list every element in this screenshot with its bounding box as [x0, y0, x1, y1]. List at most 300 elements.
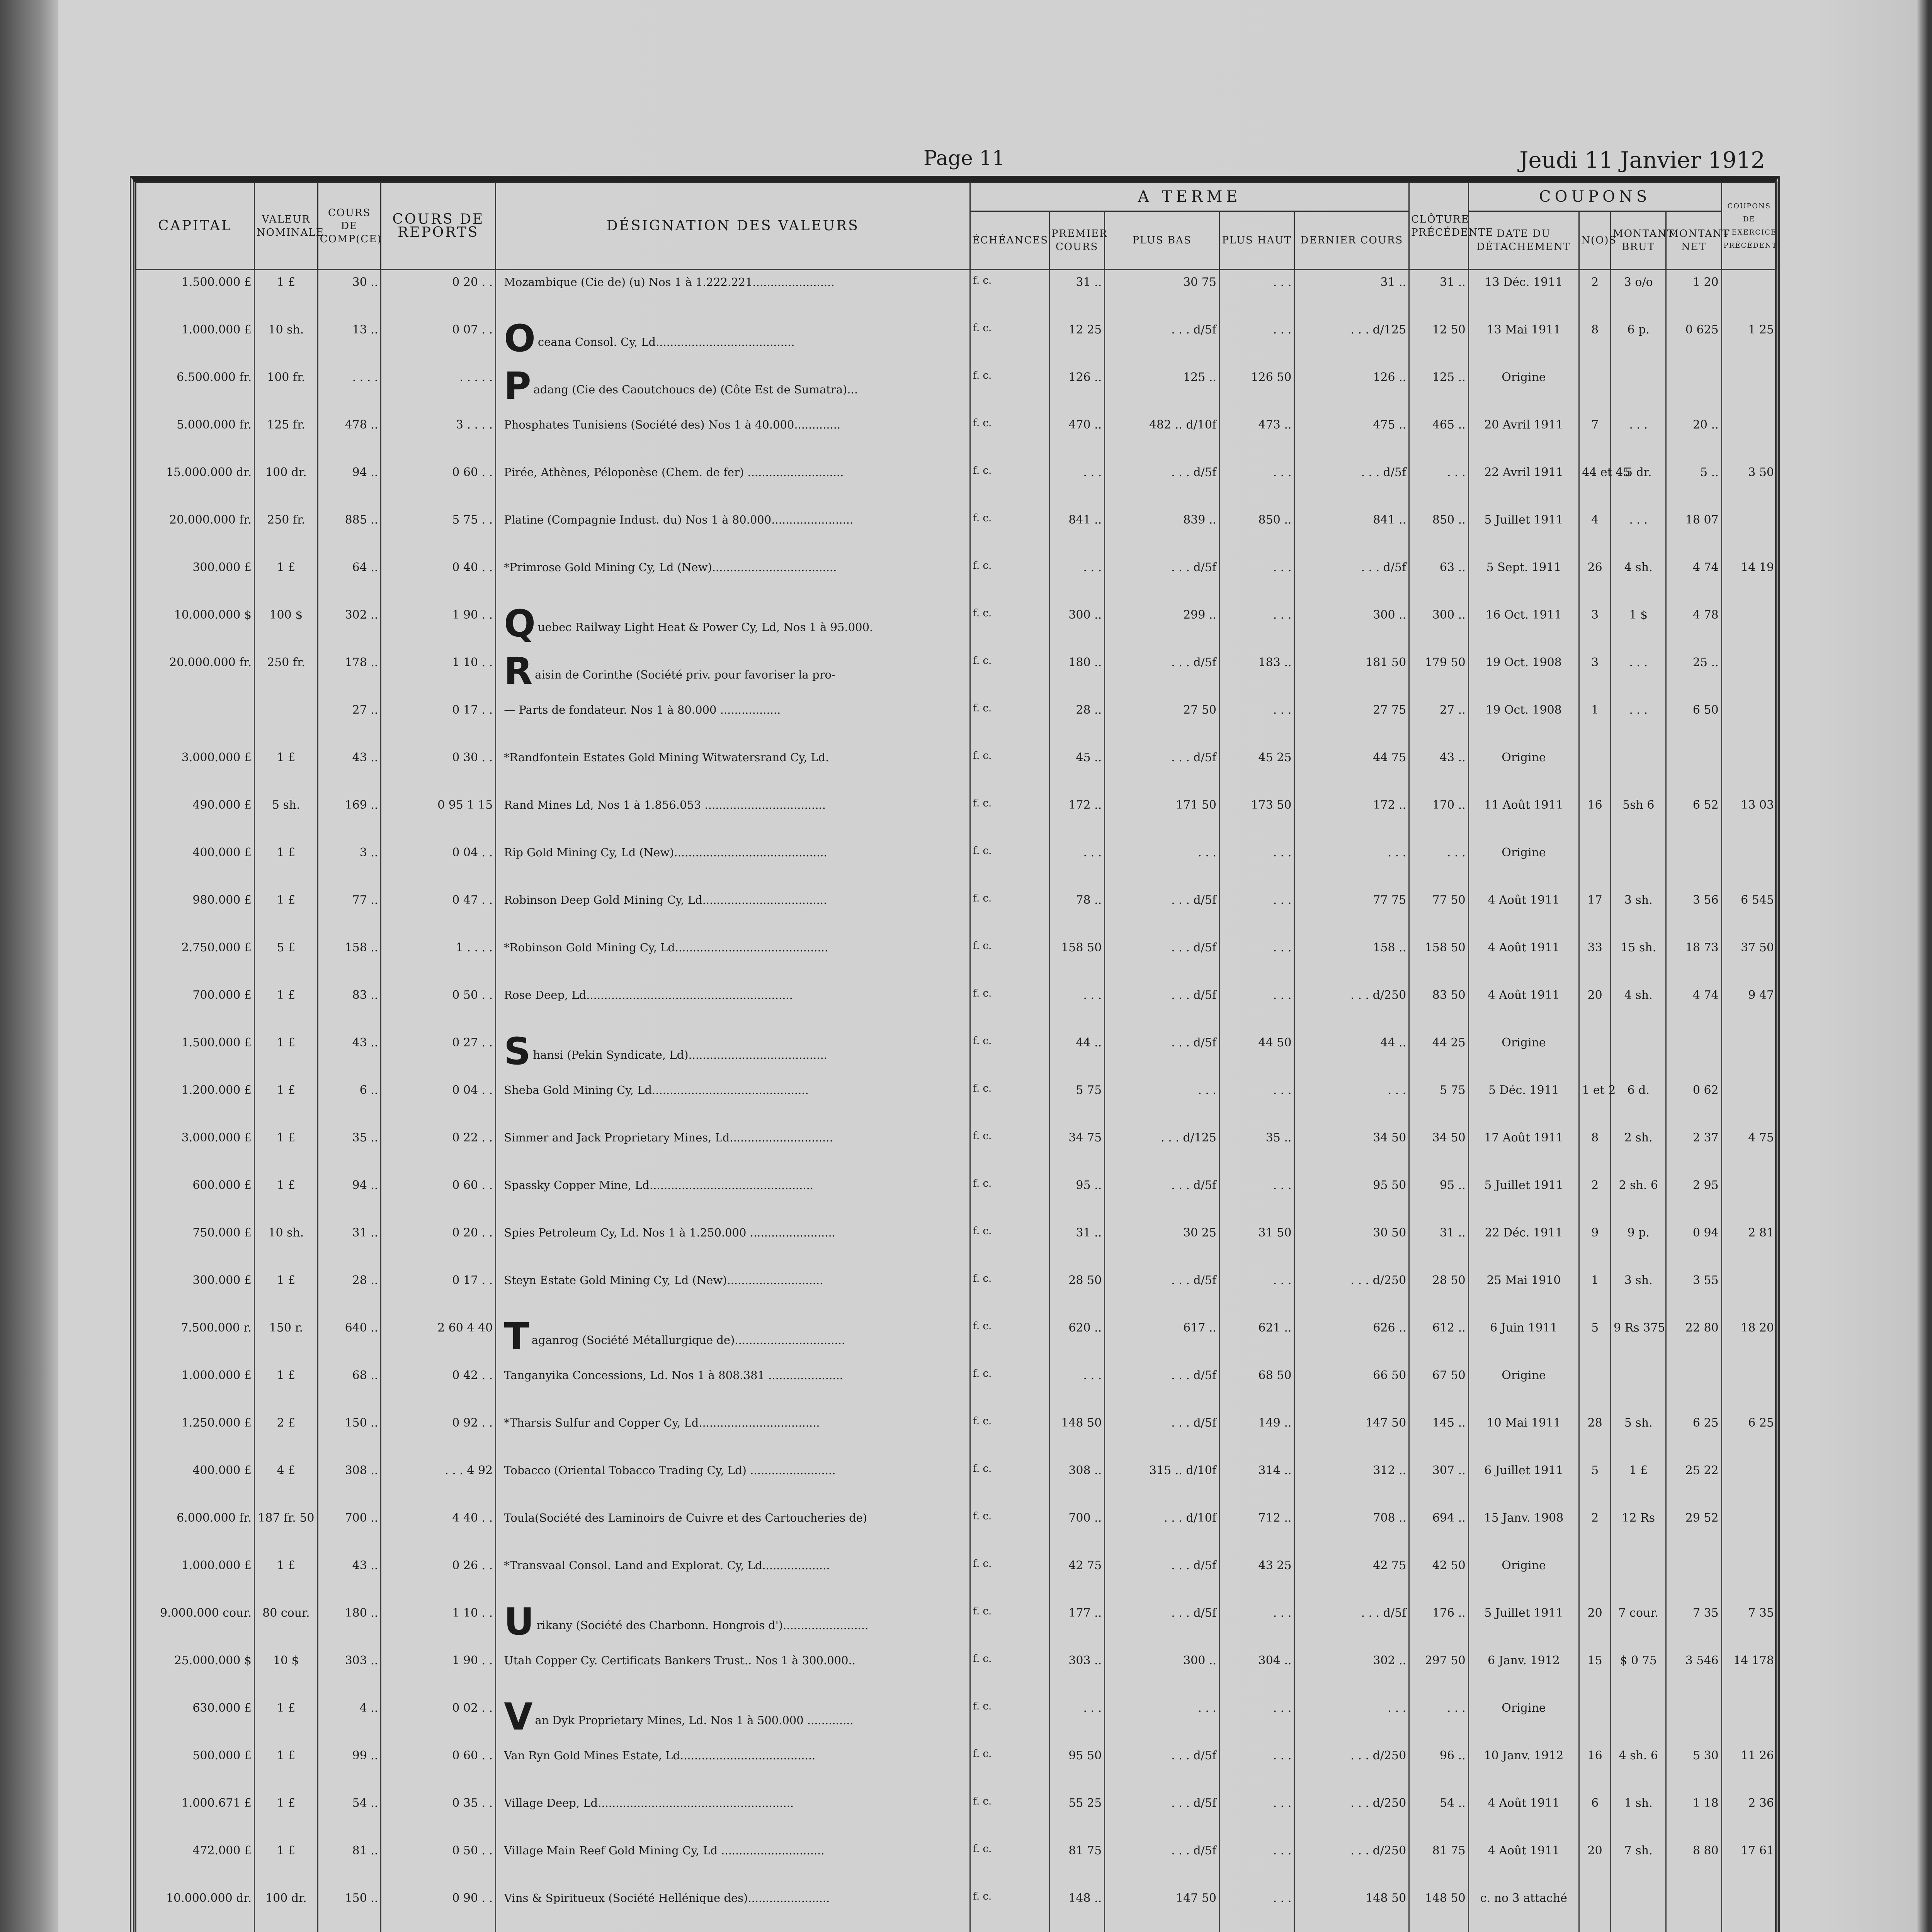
- designation-cell: [496, 1268, 970, 1316]
- capital-text: 400.000 £: [192, 846, 252, 859]
- page-number: Page 11: [923, 147, 1005, 170]
- capital-text: 1.000.000 £: [181, 323, 252, 337]
- plus-haut-text: . . .: [1273, 1606, 1292, 1620]
- dernier-cours-cell: [1294, 935, 1409, 983]
- date-detachement-cell: [1468, 365, 1579, 413]
- premier-cours-cell: [1049, 1601, 1104, 1648]
- cours-comp-cell: [318, 1601, 381, 1648]
- plus-haut-cell: [1219, 1648, 1294, 1696]
- cours-comp-cell: [318, 508, 381, 555]
- valeur-cell: [255, 650, 318, 698]
- cours-comp-text: 169 ..: [345, 798, 378, 812]
- date-detachement-cell: [1468, 413, 1579, 460]
- capital-cell: [136, 1316, 255, 1363]
- cloture-text: 95 ..: [1439, 1179, 1466, 1192]
- valeur-cell: [255, 1078, 318, 1126]
- montant-net-cell: [1666, 1363, 1721, 1411]
- plus-haut-cell: [1219, 1601, 1294, 1648]
- premier-cours-cell: [1049, 1411, 1104, 1458]
- designation-cell: [496, 1316, 970, 1363]
- plus-haut-cell: [1219, 365, 1294, 413]
- valeur-cell: [255, 1886, 318, 1932]
- premier-cours-text: 78 ..: [1076, 893, 1102, 907]
- echeance-cell: [970, 745, 1049, 793]
- premier-cours-text: 470 ..: [1068, 418, 1102, 432]
- valeur-text: 1 £: [277, 846, 296, 859]
- montant-net-cell: [1666, 1458, 1721, 1506]
- premier-cours-text: . . .: [1083, 1701, 1102, 1715]
- cours-reports-text: 0 04 . .: [452, 846, 493, 859]
- coupon-precedent-cell: [1721, 1268, 1777, 1316]
- montant-brut-cell: [1611, 840, 1666, 888]
- capital-cell: [136, 840, 255, 888]
- coupon-precedent-cell: [1721, 983, 1777, 1031]
- plus-haut-cell: [1219, 983, 1294, 1031]
- coupon-precedent-cell: [1721, 460, 1777, 508]
- cours-reports-cell: [381, 270, 496, 318]
- plus-bas-cell: [1105, 745, 1219, 793]
- cours-reports-text: 0 22 . .: [452, 1131, 493, 1145]
- plus-bas-text: . . . d/5f: [1171, 561, 1216, 574]
- montant-brut-text: 5sh 6: [1622, 798, 1655, 812]
- capital-text: 6.500.000 fr.: [177, 371, 252, 384]
- capital-cell: [136, 793, 255, 840]
- capital-cell: [136, 508, 255, 555]
- echeance-text: f. c.: [973, 1653, 992, 1665]
- table-row: [136, 1648, 1777, 1696]
- premier-cours-cell: [1049, 745, 1104, 793]
- valeur-text: 1 £: [277, 1559, 296, 1572]
- plus-bas-text: 617 ..: [1183, 1321, 1216, 1335]
- cours-comp-text: 180 ..: [345, 1606, 378, 1620]
- cloture-text: . . .: [1447, 1701, 1466, 1715]
- initial-letter: O: [504, 317, 536, 360]
- cloture-text: 77 50: [1432, 893, 1466, 907]
- valeur-text: 2 £: [277, 1416, 296, 1430]
- cours-reports-cell: [381, 1173, 496, 1221]
- montant-net-cell: [1666, 460, 1721, 508]
- cours-comp-cell: [318, 1648, 381, 1696]
- capital-text: 600.000 £: [192, 1179, 252, 1192]
- table-row: [136, 1268, 1777, 1316]
- cours-reports-cell: [381, 888, 496, 935]
- designation-text: Robinson Deep Gold Mining Cy, Ld...................................: [504, 893, 827, 906]
- coupon-precedent-cell: [1721, 698, 1777, 745]
- montant-net-cell: [1666, 888, 1721, 935]
- designation-text: *Randfontein Estates Gold Mining Witwatersrand Cy, Ld.: [504, 751, 829, 764]
- col-a-terme: A TERME: [970, 182, 1409, 211]
- premier-cours-cell: [1049, 793, 1104, 840]
- echeance-text: f. c.: [973, 845, 992, 857]
- plus-haut-cell: [1219, 1886, 1294, 1932]
- capital-text: 630.000 £: [192, 1701, 252, 1715]
- cours-reports-text: 0 04 . .: [452, 1083, 493, 1097]
- cours-comp-cell: [318, 745, 381, 793]
- plus-bas-text: . . . d/5f: [1171, 1559, 1216, 1572]
- cours-reports-cell: [381, 1316, 496, 1363]
- plus-haut-cell: [1219, 1411, 1294, 1458]
- premier-cours-cell: [1049, 840, 1104, 888]
- montant-brut-cell: [1611, 983, 1666, 1031]
- premier-cours-cell: [1049, 1458, 1104, 1506]
- plus-haut-cell: [1219, 888, 1294, 935]
- designation-text: Tobacco (Oriental Tobacco Trading Cy, Ld) ........................: [504, 1464, 836, 1477]
- valeur-cell: [255, 1458, 318, 1506]
- echeance-cell: [970, 1268, 1049, 1316]
- valeur-cell: [255, 318, 318, 365]
- capital-text: 7.500.000 r.: [181, 1321, 252, 1335]
- cours-reports-cell: [381, 1506, 496, 1553]
- plus-bas-text: . . . d/10f: [1164, 1511, 1216, 1525]
- cours-comp-text: 99 ..: [352, 1749, 378, 1762]
- echeance-cell: [970, 603, 1049, 650]
- plus-bas-cell: [1105, 1886, 1219, 1932]
- initial-letter: Q: [504, 602, 536, 645]
- coupon-precedent-cell: [1721, 1791, 1777, 1838]
- cours-reports-cell: [381, 1078, 496, 1126]
- cours-comp-cell: [318, 1791, 381, 1838]
- plus-bas-text: . . . d/5f: [1171, 1179, 1216, 1192]
- valeur-text: 1 £: [277, 1796, 296, 1810]
- col-capital: CAPITAL: [136, 182, 255, 270]
- cloture-cell: [1409, 983, 1469, 1031]
- capital-text: 5.000.000 fr.: [177, 418, 252, 432]
- cloture-text: 125 ..: [1432, 371, 1466, 384]
- montant-brut-text: 3 sh.: [1624, 1274, 1653, 1287]
- plus-bas-cell: [1105, 1031, 1219, 1078]
- montant-net-cell: [1666, 318, 1721, 365]
- coupon-num-cell: [1579, 1411, 1611, 1458]
- capital-cell: [136, 1791, 255, 1838]
- date-detachement-text: Origine: [1502, 371, 1546, 384]
- dernier-cours-cell: [1294, 603, 1409, 650]
- premier-cours-cell: [1049, 1316, 1104, 1363]
- cours-comp-cell: [318, 365, 381, 413]
- montant-brut-text: 4 sh. 6: [1619, 1749, 1658, 1762]
- valeur-text: 1 £: [277, 1369, 296, 1382]
- coupon-num-text: 3: [1591, 608, 1599, 622]
- capital-cell: [136, 460, 255, 508]
- cours-comp-text: 6 ..: [359, 1083, 378, 1097]
- valeur-cell: [255, 1173, 318, 1221]
- designation-cell: [496, 1221, 970, 1268]
- montant-brut-cell: [1611, 1648, 1666, 1696]
- coupon-num-cell: [1579, 650, 1611, 698]
- plus-bas-cell: [1105, 1553, 1219, 1601]
- col-coupons-precedent: COUPONS DE L'EXERCICE PRÉCÉDENT: [1721, 182, 1777, 270]
- plus-bas-text: . . . d/5f: [1171, 1036, 1216, 1049]
- montant-brut-cell: [1611, 1506, 1666, 1553]
- premier-cours-cell: [1049, 1838, 1104, 1886]
- montant-net-cell: [1666, 1221, 1721, 1268]
- cloture-cell: [1409, 1601, 1469, 1648]
- premier-cours-text: 158 50: [1061, 941, 1102, 954]
- dernier-cours-text: 148 50: [1366, 1891, 1406, 1905]
- echeance-cell: [970, 650, 1049, 698]
- dernier-cours-text: . . . d/250: [1350, 988, 1406, 1002]
- cours-reports-cell: [381, 1126, 496, 1173]
- dernier-cours-text: 312 ..: [1373, 1464, 1406, 1477]
- capital-text: 10.000.000 $: [174, 608, 252, 622]
- coupon-precedent-cell: [1721, 603, 1777, 650]
- plus-bas-text: . . . d/5f: [1171, 323, 1216, 337]
- date-detachement-cell: [1468, 650, 1579, 698]
- dernier-cours-cell: [1294, 508, 1409, 555]
- capital-cell: [136, 1838, 255, 1886]
- cours-reports-text: 0 47 . .: [452, 893, 493, 907]
- cloture-cell: [1409, 1696, 1469, 1743]
- capital-cell: [136, 1886, 255, 1932]
- dernier-cours-cell: [1294, 460, 1409, 508]
- coupon-num-cell: [1579, 365, 1611, 413]
- table-row: [136, 1411, 1777, 1458]
- premier-cours-cell: [1049, 1553, 1104, 1601]
- valeur-text: 1 £: [277, 1844, 296, 1857]
- dernier-cours-cell: [1294, 1791, 1409, 1838]
- echeance-text: f. c.: [973, 1701, 992, 1712]
- designation-text: *Robinson Gold Mining Cy, Ld...........................................: [504, 941, 828, 954]
- capital-cell: [136, 983, 255, 1031]
- plus-bas-text: 147 50: [1175, 1891, 1216, 1905]
- montant-brut-text: 12 Rs: [1622, 1511, 1655, 1525]
- dernier-cours-cell: [1294, 1886, 1409, 1932]
- echeance-text: f. c.: [973, 1320, 992, 1332]
- premier-cours-text: 300 ..: [1068, 608, 1102, 622]
- echeance-cell: [970, 365, 1049, 413]
- coupon-num-text: 5: [1591, 1321, 1599, 1335]
- col-brut: MONTANT BRUT: [1611, 211, 1666, 270]
- montant-brut-cell: [1611, 1791, 1666, 1838]
- montant-brut-cell: [1611, 1363, 1666, 1411]
- plus-haut-cell: [1219, 840, 1294, 888]
- cloture-text: 54 ..: [1439, 1796, 1466, 1810]
- date-detachement-cell: [1468, 603, 1579, 650]
- valeur-cell: [255, 1601, 318, 1648]
- initial-letter: P: [504, 364, 531, 408]
- premier-cours-text: . . .: [1083, 466, 1102, 479]
- dernier-cours-cell: [1294, 1838, 1409, 1886]
- plus-bas-text: . . . d/5f: [1171, 466, 1216, 479]
- date-detachement-cell: [1468, 935, 1579, 983]
- coupon-precedent-cell: [1721, 840, 1777, 888]
- montant-net-cell: [1666, 1126, 1721, 1173]
- dernier-cours-text: 841 ..: [1373, 513, 1406, 527]
- designation-cell: [496, 555, 970, 603]
- coupon-num-cell: [1579, 603, 1611, 650]
- coupon-precedent-text: 17 61: [1741, 1844, 1774, 1857]
- table-row: [136, 508, 1777, 555]
- coupon-num-cell: [1579, 1601, 1611, 1648]
- plus-bas-text: 125 ..: [1183, 371, 1216, 384]
- plus-bas-cell: [1105, 1411, 1219, 1458]
- table-row: [136, 1173, 1777, 1221]
- cloture-cell: [1409, 1458, 1469, 1506]
- col-cours-reports: COURS DE REPORTS: [381, 182, 496, 270]
- date-detachement-cell: [1468, 1126, 1579, 1173]
- cours-reports-text: 0 02 . .: [452, 1701, 493, 1715]
- plus-haut-cell: [1219, 793, 1294, 840]
- capital-text: 6.000.000 fr.: [177, 1511, 252, 1525]
- date-detachement-cell: [1468, 318, 1579, 365]
- plus-haut-text: . . .: [1273, 1796, 1292, 1810]
- plus-haut-text: . . .: [1273, 276, 1292, 289]
- echeance-text: f. c.: [973, 1035, 992, 1047]
- echeance-text: f. c.: [973, 322, 992, 334]
- date-detachement-text: Origine: [1502, 846, 1546, 859]
- cloture-text: 158 50: [1425, 941, 1466, 954]
- plus-bas-text: . . . d/5f: [1171, 941, 1216, 954]
- echeance-text: f. c.: [973, 1463, 992, 1475]
- designation-text: Tanganyika Concessions, Ld. Nos 1 à 808.381 .....................: [504, 1369, 843, 1382]
- valeur-cell: [255, 1553, 318, 1601]
- cloture-text: 297 50: [1425, 1654, 1466, 1667]
- table-row: [136, 1458, 1777, 1506]
- coupon-precedent-text: 6 25: [1748, 1416, 1774, 1430]
- montant-brut-cell: [1611, 698, 1666, 745]
- coupon-precedent-cell: [1721, 1458, 1777, 1506]
- cours-reports-text: . . . 4 92: [445, 1464, 493, 1477]
- plus-bas-cell: [1105, 365, 1219, 413]
- cours-reports-cell: [381, 508, 496, 555]
- coupon-precedent-cell: [1721, 1696, 1777, 1743]
- initial-letter: T: [504, 1315, 529, 1358]
- date-detachement-text: Origine: [1502, 1036, 1546, 1049]
- capital-text: 20.000.000 fr.: [169, 513, 252, 527]
- plus-haut-cell: [1219, 460, 1294, 508]
- valeur-cell: [255, 603, 318, 650]
- date-detachement-cell: [1468, 1363, 1579, 1411]
- date-detachement-text: 4 Août 1911: [1488, 893, 1560, 907]
- montant-net-cell: [1666, 1268, 1721, 1316]
- dernier-cours-cell: [1294, 888, 1409, 935]
- initial-letter: S: [504, 1030, 531, 1073]
- table-row: [136, 793, 1777, 840]
- valeur-text: 1 £: [277, 561, 296, 574]
- montant-net-cell: [1666, 1078, 1721, 1126]
- premier-cours-text: 620 ..: [1068, 1321, 1102, 1335]
- montant-brut-cell: [1611, 1838, 1666, 1886]
- valeur-cell: [255, 983, 318, 1031]
- date-detachement-cell: [1468, 508, 1579, 555]
- premier-cours-cell: [1049, 1743, 1104, 1791]
- premier-cours-cell: [1049, 1648, 1104, 1696]
- valeur-text: 250 fr.: [267, 513, 305, 527]
- capital-cell: [136, 888, 255, 935]
- coupon-precedent-text: 3 50: [1748, 466, 1774, 479]
- premier-cours-text: 44 ..: [1076, 1036, 1102, 1049]
- cours-reports-text: 0 95 1 15: [437, 798, 493, 812]
- coupon-num-text: 3: [1591, 656, 1599, 669]
- plus-bas-text: 30 25: [1183, 1226, 1216, 1240]
- cloture-cell: [1409, 1031, 1469, 1078]
- montant-brut-cell: [1611, 1743, 1666, 1791]
- plus-haut-text: . . .: [1273, 703, 1292, 717]
- echeance-cell: [970, 1648, 1049, 1696]
- echeance-cell: [970, 1838, 1049, 1886]
- echeance-text: f. c.: [973, 750, 992, 762]
- designation-text: Vins & Spiritueux (Société Hellénique des).......................: [504, 1891, 830, 1905]
- valeur-text: 1 £: [277, 988, 296, 1002]
- plus-bas-text: 482 .. d/10f: [1149, 418, 1216, 432]
- dernier-cours-cell: [1294, 1743, 1409, 1791]
- cours-reports-text: 0 60 . .: [452, 1179, 493, 1192]
- plus-bas-text: . . . d/5f: [1171, 1796, 1216, 1810]
- cours-comp-cell: [318, 983, 381, 1031]
- valeur-text: 125 fr.: [267, 418, 305, 432]
- montant-brut-cell: [1611, 1886, 1666, 1932]
- coupon-precedent-cell: [1721, 1221, 1777, 1268]
- page-date: Jeudi 11 Janvier 1912: [1519, 147, 1765, 173]
- plus-bas-cell: [1105, 1743, 1219, 1791]
- coupon-num-cell: [1579, 793, 1611, 840]
- designation-cell: [496, 318, 970, 365]
- premier-cours-text: 177 ..: [1068, 1606, 1102, 1620]
- coupon-precedent-text: 18 20: [1741, 1321, 1774, 1335]
- dernier-cours-cell: [1294, 1126, 1409, 1173]
- capital-cell: [136, 1601, 255, 1648]
- coupon-precedent-cell: [1721, 1411, 1777, 1458]
- montant-brut-text: . . .: [1629, 513, 1648, 527]
- coupon-precedent-cell: [1721, 1316, 1777, 1363]
- designation-cell: [496, 793, 970, 840]
- montant-net-cell: [1666, 840, 1721, 888]
- date-detachement-text: Origine: [1502, 751, 1546, 764]
- cloture-cell: [1409, 508, 1469, 555]
- coupon-num-cell: [1579, 413, 1611, 460]
- cours-reports-text: 5 75 . .: [452, 513, 493, 527]
- coupon-num-cell: [1579, 1553, 1611, 1601]
- date-detachement-text: 25 Mai 1910: [1486, 1274, 1561, 1287]
- capital-text: 1.000.671 £: [181, 1796, 252, 1810]
- capital-text: 1.250.000 £: [181, 1416, 252, 1430]
- plus-haut-text: . . .: [1273, 988, 1292, 1002]
- cours-reports-text: 0 35 . .: [452, 1796, 493, 1810]
- table-row: [136, 365, 1777, 413]
- cours-comp-text: 94 ..: [352, 1179, 378, 1192]
- premier-cours-cell: [1049, 555, 1104, 603]
- coupon-num-text: 5: [1591, 1464, 1599, 1477]
- cloture-cell: [1409, 1173, 1469, 1221]
- coupon-num-cell: [1579, 1743, 1611, 1791]
- montant-net-cell: [1666, 1316, 1721, 1363]
- premier-cours-cell: [1049, 603, 1104, 650]
- montant-brut-text: 5 sh.: [1624, 1416, 1653, 1430]
- cours-reports-cell: [381, 555, 496, 603]
- cloture-cell: [1409, 603, 1469, 650]
- coupon-precedent-cell: [1721, 650, 1777, 698]
- col-plus-haut: PLUS HAUT: [1219, 211, 1294, 270]
- cloture-cell: [1409, 1506, 1469, 1553]
- designation-text: *Tharsis Sulfur and Copper Cy, Ld..................................: [504, 1416, 820, 1429]
- dernier-cours-text: . . . d/5f: [1361, 1606, 1406, 1620]
- designation-text: Mozambique (Cie de) (u) Nos 1 à 1.222.221.......................: [504, 276, 835, 289]
- cours-reports-cell: [381, 1696, 496, 1743]
- plus-haut-cell: [1219, 1268, 1294, 1316]
- valeur-cell: [255, 1743, 318, 1791]
- montant-net-cell: [1666, 508, 1721, 555]
- capital-text: 980.000 £: [192, 893, 252, 907]
- plus-haut-text: . . .: [1273, 1844, 1292, 1857]
- echeance-cell: [970, 793, 1049, 840]
- cloture-text: 307 ..: [1432, 1464, 1466, 1477]
- montant-net-text: 6 50: [1692, 703, 1719, 717]
- montant-brut-cell: [1611, 603, 1666, 650]
- plus-bas-cell: [1105, 1078, 1219, 1126]
- cloture-text: 44 25: [1432, 1036, 1466, 1049]
- date-detachement-text: 4 Août 1911: [1488, 941, 1560, 954]
- montant-brut-cell: [1611, 1553, 1666, 1601]
- plus-bas-text: . . . d/5f: [1171, 1844, 1216, 1857]
